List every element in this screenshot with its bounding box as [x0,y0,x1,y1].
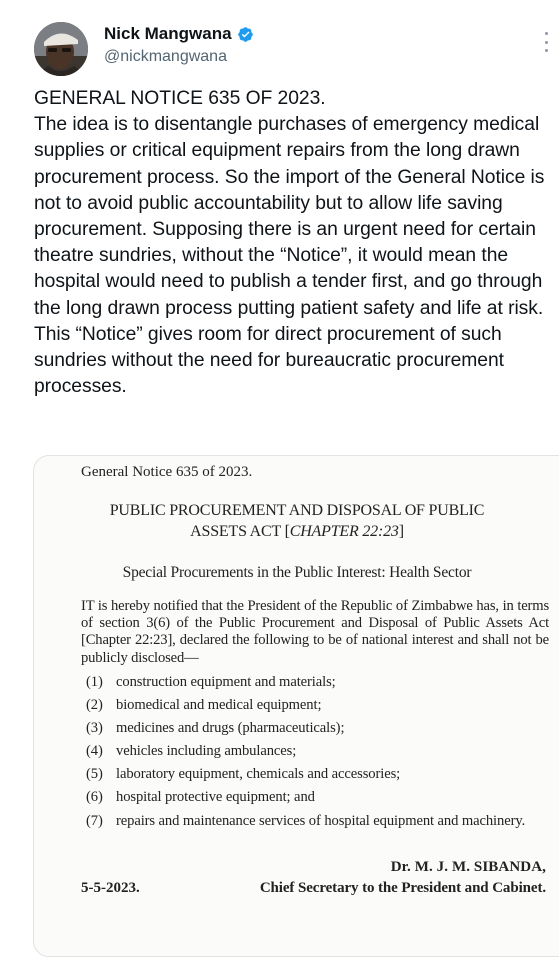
notice-body: IT is hereby notified that the President of the Republic of Zimbabwe has, in terms of section 3(6) of the Public Procurement and Disposal of Public Assets Act [Chapter 22:23], declared the following to be of national interest and shall not be publicly disclosed— [81,598,549,666]
item-text: repairs and maintenance services of hospital equipment and machinery. [116,813,526,829]
list-item [86,743,552,760]
notice-office: Chief Secretary to the President and Cabinet. [259,880,546,896]
item-number: (2) [86,697,103,713]
act-name-part: ASSETS ACT [ [190,523,290,540]
tweet-header [0,0,559,80]
item-text: vehicles including ambulances; [116,743,297,759]
notice-act-title-line2 [34,523,559,541]
item-text: hospital protective equipment; and [116,789,315,805]
notice-act-title: PUBLIC PROCUREMENT AND DISPOSAL OF PUBLIC [109,502,485,519]
notice-subtitle: Special Procurements in the Public Interest: Health Sector [122,564,472,581]
list-item [86,697,552,714]
item-text: laboratory equipment, chemicals and accessories; [116,766,401,782]
notice-date: 5-5-2023. [81,880,140,896]
item-number: (6) [86,789,103,805]
item-text: biomedical and medical equipment; [116,697,322,713]
item-number: (3) [86,720,103,736]
item-text: medicines and drugs (pharmaceuticals); [116,720,345,736]
list-item [86,766,552,783]
item-number: (5) [86,766,103,782]
act-chapter: CHAPTER 22:23 [289,523,399,540]
list-item [86,720,552,737]
verified-badge-icon [237,26,254,43]
notice-heading: General Notice 635 of 2023. [81,464,253,480]
act-bracket: ] [398,523,404,540]
item-number: (7) [86,813,103,829]
attached-image[interactable] [33,455,559,957]
list-item [86,789,552,806]
author-handle[interactable]: @nickmangwana [104,48,227,65]
author-display-name[interactable]: Nick Mangwana [104,24,232,43]
list-item [86,813,552,830]
item-number: (1) [86,674,103,690]
item-text: construction equipment and materials; [116,674,336,690]
tweet-text: GENERAL NOTICE 635 OF 2023. The idea is to disentangle purchases of emergency medical supplies or critical equipment repairs from the long drawn procurement process. So the import of the General Notice is not to avoid public accountability but to allow life saving procurement. Supposing there is an urgent need for certain theatre sundries, without the “Notice”, it would mean the hospital would need to publish a tender first, and go through the long drawn process putting patient safety and life at risk. This “Notice” gives room for direct procurement of such sundries without the need for bureaucratic procurement processes. [34,88,545,398]
notice-signer: Dr. M. J. M. SIBANDA, [390,859,546,875]
item-number: (4) [86,743,103,759]
list-item [86,674,552,691]
avatar[interactable] [34,22,88,76]
author-name-row[interactable] [104,24,254,44]
more-options-icon[interactable] [543,32,549,52]
avatar-photo [34,22,88,76]
